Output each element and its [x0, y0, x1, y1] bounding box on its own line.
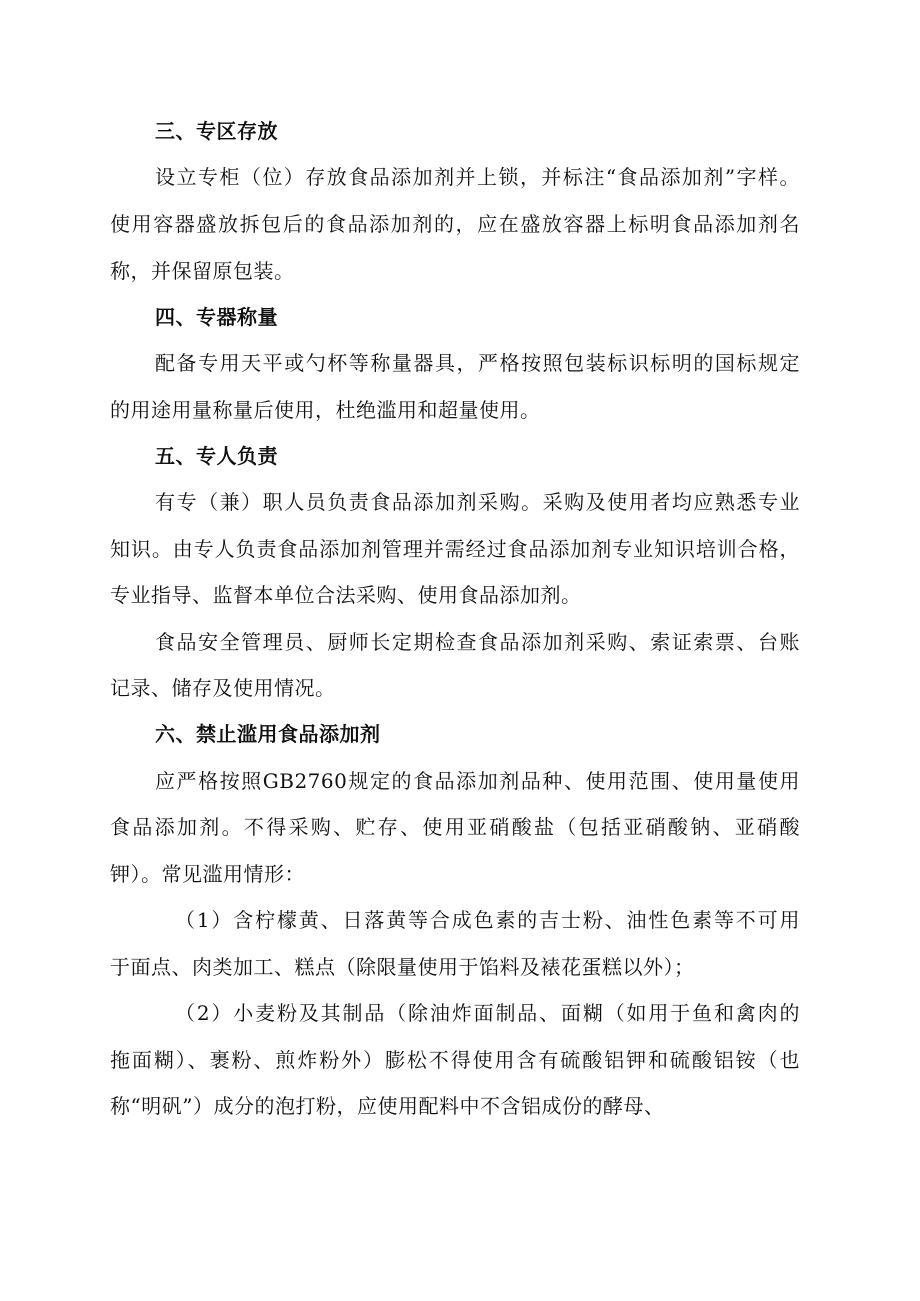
paragraph-line: 的用途用量称量后使用，杜绝滥用和超量使用。 — [110, 398, 541, 422]
paragraph-line: 有专（兼）职人员负责食品添加剂采购。采购及使用者均应熟悉专业 — [155, 490, 800, 514]
paragraph-line: 记录、储存及使用情况。 — [110, 676, 336, 700]
paragraph-line: 设立专柜（位）存放食品添加剂并上锁，并标注“食品添加剂”字样。 — [155, 165, 800, 189]
section-heading-3: 三、专区存放 — [155, 119, 278, 143]
list-item-line: 拖面糊）、裹粉、煎炸粉外）膨松不得使用含有硫酸铝钾和硫酸铝铵（也 — [110, 1048, 800, 1072]
section-heading-6: 六、禁止滥用食品添加剂 — [155, 722, 381, 746]
paragraph-line: 应严格按照GB2760规定的食品添加剂品种、使用范围、使用量使用 — [155, 769, 800, 793]
list-item-line: （2）小麦粉及其制品（除油炸面制品、面糊（如用于鱼和禽肉的 — [175, 1001, 800, 1025]
paragraph-line: 知识。由专人负责食品添加剂管理并需经过食品添加剂专业知识培训合格， — [110, 537, 800, 561]
paragraph-line: 钾）。常见滥用情形： — [110, 862, 305, 886]
paragraph-line: 称，并保留原包装。 — [110, 259, 295, 283]
list-item-line: 称“明矾”）成分的泡打粉，应使用配料中不含铝成份的酵母、 — [110, 1094, 665, 1118]
paragraph-line: 专业指导、监督本单位合法采购、使用食品添加剂。 — [110, 583, 582, 607]
paragraph-line: 配备专用天平或勺杯等称量器具，严格按照包装标识标明的国标规定 — [155, 351, 800, 375]
paragraph-line: 食品添加剂。不得采购、贮存、使用亚硝酸盐（包括亚硝酸钠、亚硝酸 — [110, 815, 800, 839]
paragraph-line: 食品安全管理员、厨师长定期检查食品添加剂采购、索证索票、台账 — [155, 630, 800, 654]
list-item-line: （1）含柠檬黄、日落黄等合成色素的吉士粉、油性色素等不可用 — [175, 908, 800, 932]
paragraph-line: 使用容器盛放拆包后的食品添加剂的，应在盛放容器上标明食品添加剂名 — [110, 212, 800, 236]
list-item-line: 于面点、肉类加工、糕点（除限量使用于馅料及裱花蛋糕以外）； — [110, 955, 695, 979]
section-heading-4: 四、专器称量 — [155, 305, 278, 329]
section-heading-5: 五、专人负责 — [155, 444, 278, 468]
